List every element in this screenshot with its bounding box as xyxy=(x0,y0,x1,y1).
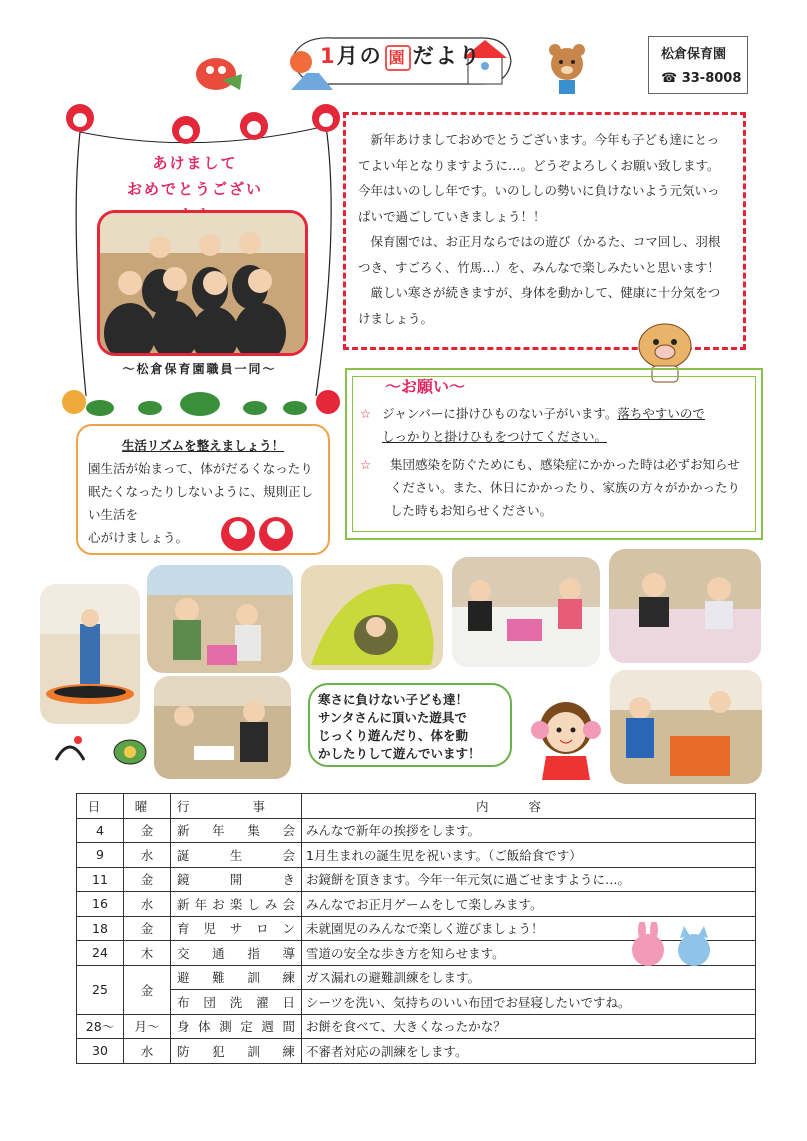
request-title: ～お願い～ xyxy=(385,377,466,396)
photo-card-game xyxy=(154,676,291,779)
cell-day: 9 xyxy=(77,843,124,868)
cell-desc: シーツを洗い、気持ちのいい布団でお昼寝したいですね。 xyxy=(302,990,756,1015)
greeting-line1: あけまして xyxy=(152,154,238,172)
cell-event: 防犯訓練 xyxy=(171,1039,302,1064)
cell-desc: 不審者対応の訓練をします。 xyxy=(302,1039,756,1064)
cell-weekday: 金 xyxy=(124,867,171,892)
shishimai-icon xyxy=(192,50,244,94)
cell-weekday: 木 xyxy=(124,941,171,966)
cell-weekday: 月～ xyxy=(124,1014,171,1039)
girl-earmuffs-icon xyxy=(530,696,602,782)
life-rhythm-title: 生活リズムを整えましょう！ xyxy=(121,438,285,453)
request-item-1 xyxy=(360,402,755,448)
speech-bubble xyxy=(308,683,512,767)
bubble-line-1: 寒さに負けない子ども達！ xyxy=(318,692,469,707)
life-rhythm-body: 園生活が始まって、体がだるくなったり眠たくなったりしないように、規則正しい生活を xyxy=(88,461,314,522)
staff-photo xyxy=(97,210,308,356)
request-item-1-emphasis: 落ちやすいので xyxy=(617,406,705,421)
cell-day: 18 xyxy=(77,916,124,941)
request-item-1-emphasis-2: しっかりと掛けひもをつけてください。 xyxy=(382,429,608,444)
school-info xyxy=(648,36,748,94)
table-row xyxy=(77,867,756,892)
cell-day: 30 xyxy=(77,1039,124,1064)
cell-weekday: 金 xyxy=(124,916,171,941)
header-desc: 内容 xyxy=(302,794,756,819)
daruma-icon xyxy=(218,512,298,552)
cell-event: 布団洗濯日 xyxy=(171,990,302,1015)
rabbit-cat-icon xyxy=(624,922,720,970)
header-weekday: 曜 xyxy=(124,794,171,819)
photo-toys xyxy=(147,565,293,673)
life-rhythm-tail: 心がけましょう。 xyxy=(88,530,189,545)
cell-weekday: 水 xyxy=(124,843,171,868)
cell-event: 誕生会 xyxy=(171,843,302,868)
star-icon: ☆ xyxy=(360,406,372,421)
school-phone: ☎ 33-8008 xyxy=(661,71,742,86)
cell-weekday: 水 xyxy=(124,1039,171,1064)
cell-day: 11 xyxy=(77,867,124,892)
cell-weekday: 金 xyxy=(124,818,171,843)
cell-desc: 1月生まれの誕生児を祝います。（ご飯給食です） xyxy=(302,843,756,868)
title-month: 1 xyxy=(320,44,337,68)
cell-day: 4 xyxy=(77,818,124,843)
kadomatsu-decoration xyxy=(60,380,342,420)
title-part2: だより xyxy=(412,44,482,68)
request-item-2 xyxy=(360,453,755,522)
cell-event: 育児サロン xyxy=(171,916,302,941)
crane-turtle-icon xyxy=(50,730,160,770)
photo-cards xyxy=(609,549,761,663)
table-row xyxy=(77,990,756,1015)
header-event: 行事 xyxy=(171,794,302,819)
table-row xyxy=(77,1039,756,1064)
cell-event: 新年お楽しみ会 xyxy=(171,892,302,917)
cell-event: 鏡開き xyxy=(171,867,302,892)
cell-desc: みんなでお正月ゲームをして楽しみます。 xyxy=(302,892,756,917)
cell-desc: 雪道の安全な歩き方を知らせます。 xyxy=(302,941,756,966)
cell-event: 避難訓練 xyxy=(171,965,302,990)
message-paragraph-1: 新年あけましておめでとうございます。今年も子ども達にとってよい年となりますように…。どうぞよろしくお願い致します。今年はいのしし年です。いのししの勢いに負けないよう元気いっぱいで過ごしていきましょう！！ xyxy=(358,132,720,224)
table-row xyxy=(77,892,756,917)
new-year-message xyxy=(343,112,746,350)
bubble-line-4: かしたりして遊んでいます！ xyxy=(318,746,481,761)
page-title xyxy=(320,40,482,71)
title-part1: 月の xyxy=(336,44,383,68)
table-row xyxy=(77,818,756,843)
cell-day: 24 xyxy=(77,941,124,966)
photo-tent xyxy=(301,565,443,670)
bubble-line-2: サンタさんに頂いた遊具で xyxy=(318,710,467,725)
bear-icon xyxy=(545,44,589,96)
cell-desc: 未就園児のみんなで楽しく遊びましょう！ xyxy=(302,916,756,941)
message-paragraph-2: 保育園では、お正月ならではの遊び（かるた、コマ回し、羽根つき、すごろく、竹馬…）を、みんなで楽しみたいと思います！ xyxy=(358,234,721,275)
photo-blocks xyxy=(610,670,762,784)
cell-desc: お餅を食べて、大きくなったかな？ xyxy=(302,1014,756,1039)
cell-event: 交通指導 xyxy=(171,941,302,966)
cell-desc: お鏡餅を頂きます。今年一年元気に過ごせますように…。 xyxy=(302,867,756,892)
cell-day: 25 xyxy=(77,965,124,1014)
school-name: 松倉保育園 xyxy=(661,47,727,62)
title-en: 園 xyxy=(385,45,411,71)
request-item-2-text: 集団感染を防ぐためにも、感染症にかかった時は必ずお知らせください。また、休日にかかったり、家族の方々がかかったりした時もお知らせください。 xyxy=(390,457,741,518)
star-icon: ☆ xyxy=(360,457,372,472)
cell-weekday: 水 xyxy=(124,892,171,917)
photo-trampoline xyxy=(40,584,140,724)
cell-event: 身体測定週間 xyxy=(171,1014,302,1039)
cell-desc: みんなで新年の挨拶をします。 xyxy=(302,818,756,843)
photo-crafts xyxy=(452,557,600,667)
cell-event: 新年集会 xyxy=(171,818,302,843)
request-item-1-text: ジャンバーに掛けひものない子がいます。 xyxy=(382,406,618,421)
table-row xyxy=(77,843,756,868)
bubble-line-3: じっくり遊んだり、体を動 xyxy=(318,728,469,743)
cell-day: 16 xyxy=(77,892,124,917)
greeting-line2: おめでとうござい xyxy=(126,180,263,198)
cell-desc: ガス漏れの避難訓練をします。 xyxy=(302,965,756,990)
header-day: 日 xyxy=(77,794,124,819)
message-paragraph-3: 厳しい寒さが続きますが、身体を動かして、健康に十分気をつけましょう。 xyxy=(358,285,721,326)
cell-weekday: 金 xyxy=(124,965,171,1014)
cell-day: 28～ xyxy=(77,1014,124,1039)
table-header-row xyxy=(77,794,756,819)
table-row xyxy=(77,1014,756,1039)
staff-caption: ～松倉保育園職員一同～ xyxy=(122,362,277,376)
